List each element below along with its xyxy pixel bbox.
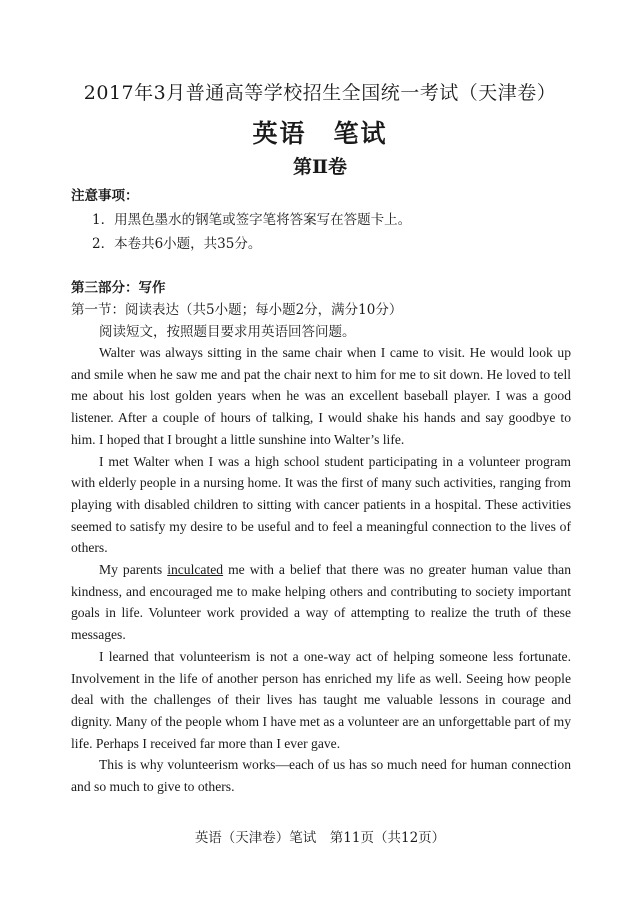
passage-paragraph-2: I met Walter when I was a high school student participating in a volunteer program with elderly people in a nursing home. It was the first of many such activities, ranging from playing with disabled children to sitting with cancer patients in a hospital. These activities seemed to satisfy my desire to be useful and to feel a meaningful connection to the lives of others. bbox=[71, 453, 571, 556]
passage-paragraph-3 bbox=[71, 559, 571, 646]
reading-passage bbox=[71, 342, 571, 798]
volume-title: 第Ⅱ卷 bbox=[292, 156, 347, 178]
notice-item-2: 2．本卷共6小题，共35分。 bbox=[92, 236, 262, 252]
passage-paragraph-1: Walter was always sitting in the same chair when I came to visit. He would look up and smile when he saw me and pat the chair next to him for me to sit down. He loved to tell me about his lost golden years when he was an excellent baseball player. I was a good listener. After a couple of hours of talking, I would shake his hands and say goodbye to him. I hoped that I brought a little sunshine into Walter’s life. bbox=[71, 345, 571, 447]
exam-title: 2017年3月普通高等学校招生全国统一考试（天津卷） bbox=[83, 82, 557, 104]
part-heading: 第三部分：写作 bbox=[71, 280, 166, 296]
subject-title: 英语 笔试 bbox=[252, 119, 388, 148]
passage-paragraph-4: I learned that volunteerism is not a one-way act of helping someone less fortunate. Involvement in the life of another person has enriched my life as well. Seeing how people deal with the challenges of their lives has taught me valuable lessons in courage and dignity. Many of the people whom I have met as a volunteer are an unforgettable part of my life. Perhaps I received far more than I ever gave. bbox=[71, 648, 571, 751]
underlined-word: inculcated bbox=[167, 562, 224, 578]
passage-paragraph-5: This is why volunteerism works—each of us has so much need for human connection and so much to give to others. bbox=[71, 757, 571, 795]
p3-text-before: My parents bbox=[99, 562, 168, 578]
section-instruction: 阅读短文，按照题目要求用英语回答问题。 bbox=[99, 324, 356, 340]
notice-heading: 注意事项： bbox=[71, 188, 139, 204]
page-footer: 英语（天津卷）笔试 第11页（共12页） bbox=[194, 830, 446, 846]
p3-text-after: me with a belief that there was no greater human value than kindness, and encouraged me to make helping others and contributing to society important goals in life. Volunteer work provided a way of attempting to realize the truth of these messages. bbox=[71, 562, 572, 643]
notice-item-1: 1．用黑色墨水的钢笔或签字笔将答案写在答题卡上。 bbox=[92, 212, 412, 228]
section-heading: 第一节：阅读表达（共5小题；每小题2分，满分10分） bbox=[71, 302, 403, 318]
